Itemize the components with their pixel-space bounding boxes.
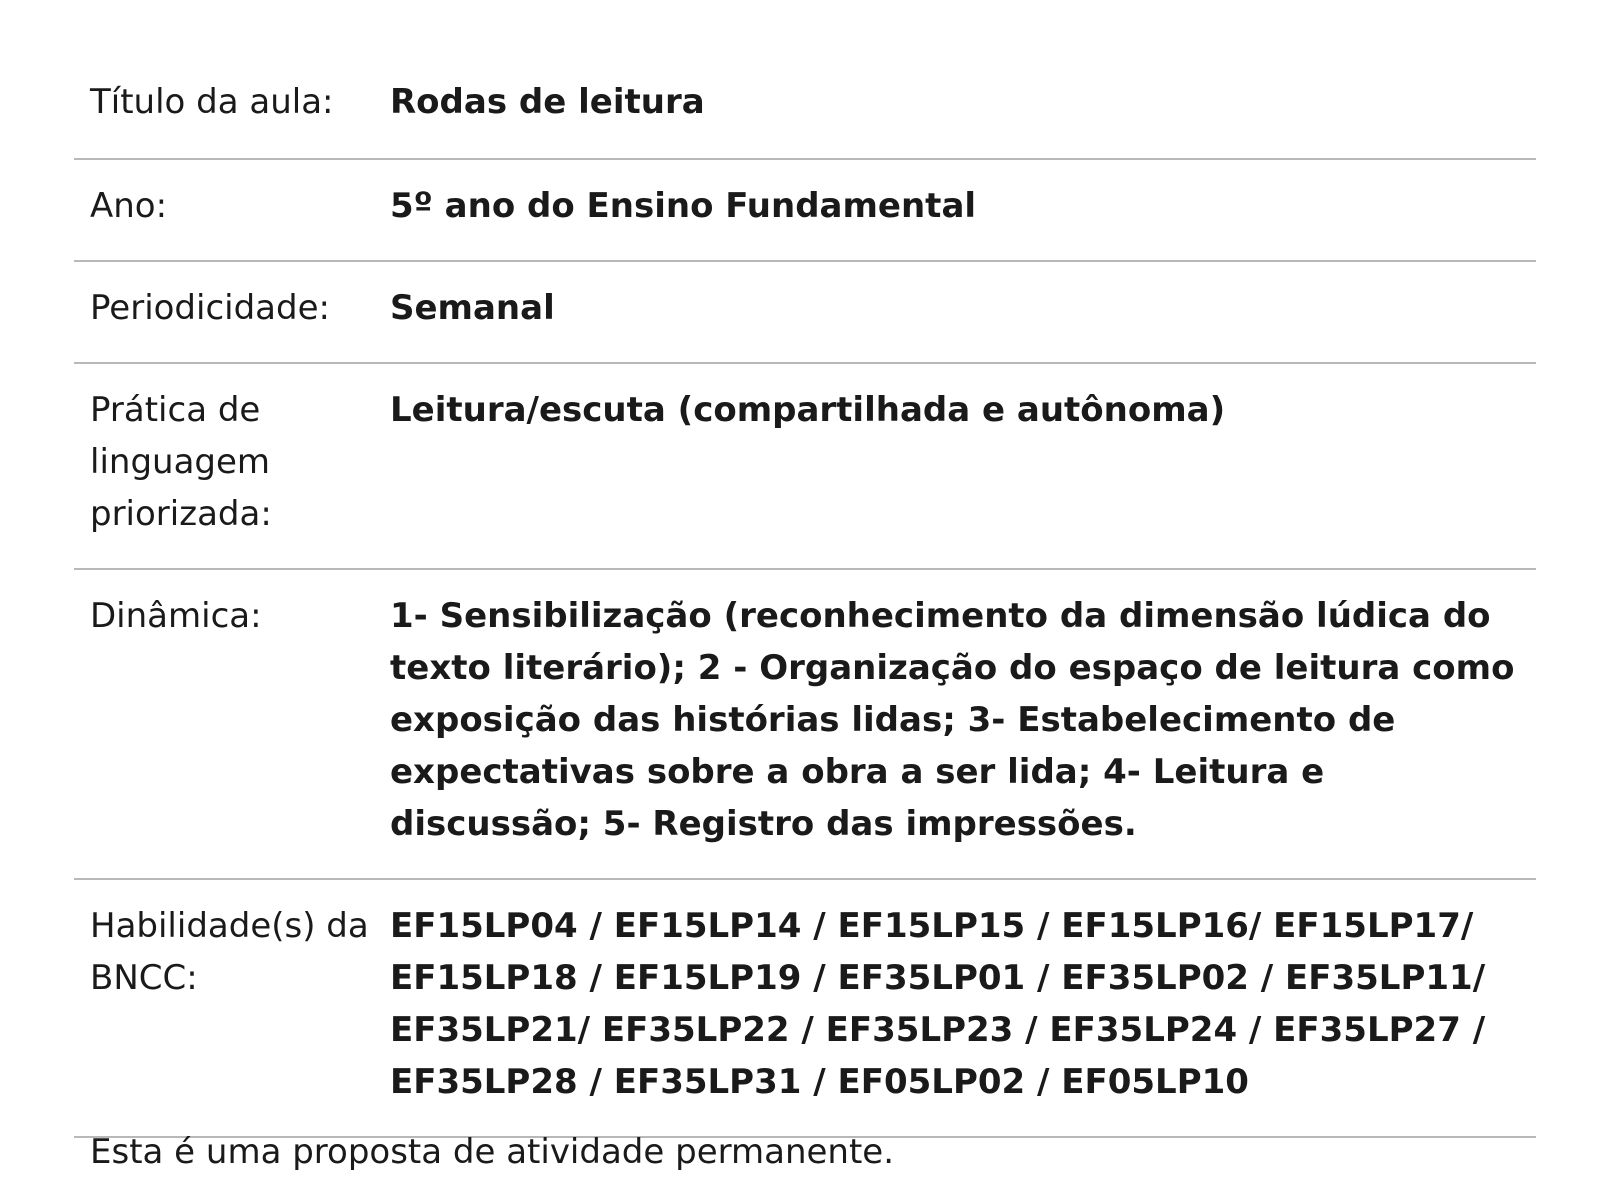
permanent-activity-note: Esta é uma proposta de atividade permanente. <box>90 1132 895 1172</box>
dynamics-label: Dinâmica: <box>90 596 262 636</box>
row-language-practice <box>74 363 1536 569</box>
bncc-skills-label: Habilidade(s) da BNCC: <box>90 906 369 998</box>
language-practice-label: Prática de linguagem priorizada: <box>90 390 272 534</box>
year-label: Ano: <box>90 186 168 226</box>
bncc-skills-value: EF15LP04 / EF15LP14 / EF15LP15 / EF15LP16/ EF15LP17/ EF15LP18 / EF15LP19 / EF35LP01 / EF35LP02 / EF35LP11/ EF35LP21/ EF35LP22 / EF35LP23 / EF35LP24 / EF35LP27 / EF35LP28 / EF35LP31 / EF05LP02 / EF05LP10 <box>390 906 1486 1102</box>
row-periodicity <box>74 261 1536 363</box>
lesson-title-label: Título da aula: <box>90 82 334 122</box>
lesson-title-value: Rodas de leitura <box>390 82 705 122</box>
row-year <box>74 159 1536 261</box>
row-dynamics <box>74 569 1536 879</box>
lesson-info-table <box>74 60 1536 1138</box>
language-practice-value: Leitura/escuta (compartilhada e autônoma) <box>390 390 1226 430</box>
year-value: 5º ano do Ensino Fundamental <box>390 186 977 226</box>
periodicity-label: Periodicidade: <box>90 288 330 328</box>
row-lesson-title <box>74 60 1536 159</box>
periodicity-value: Semanal <box>390 288 555 328</box>
row-bncc-skills <box>74 879 1536 1137</box>
dynamics-value: 1- Sensibilização (reconhecimento da dimensão lúdica do texto literário); 2 - Organização do espaço de leitura como exposição das histórias lidas; 3- Estabelecimento de expectativas sobre a obra a ser lida; 4- Leitura e discussão; 5- Registro das impressões. <box>390 596 1515 844</box>
